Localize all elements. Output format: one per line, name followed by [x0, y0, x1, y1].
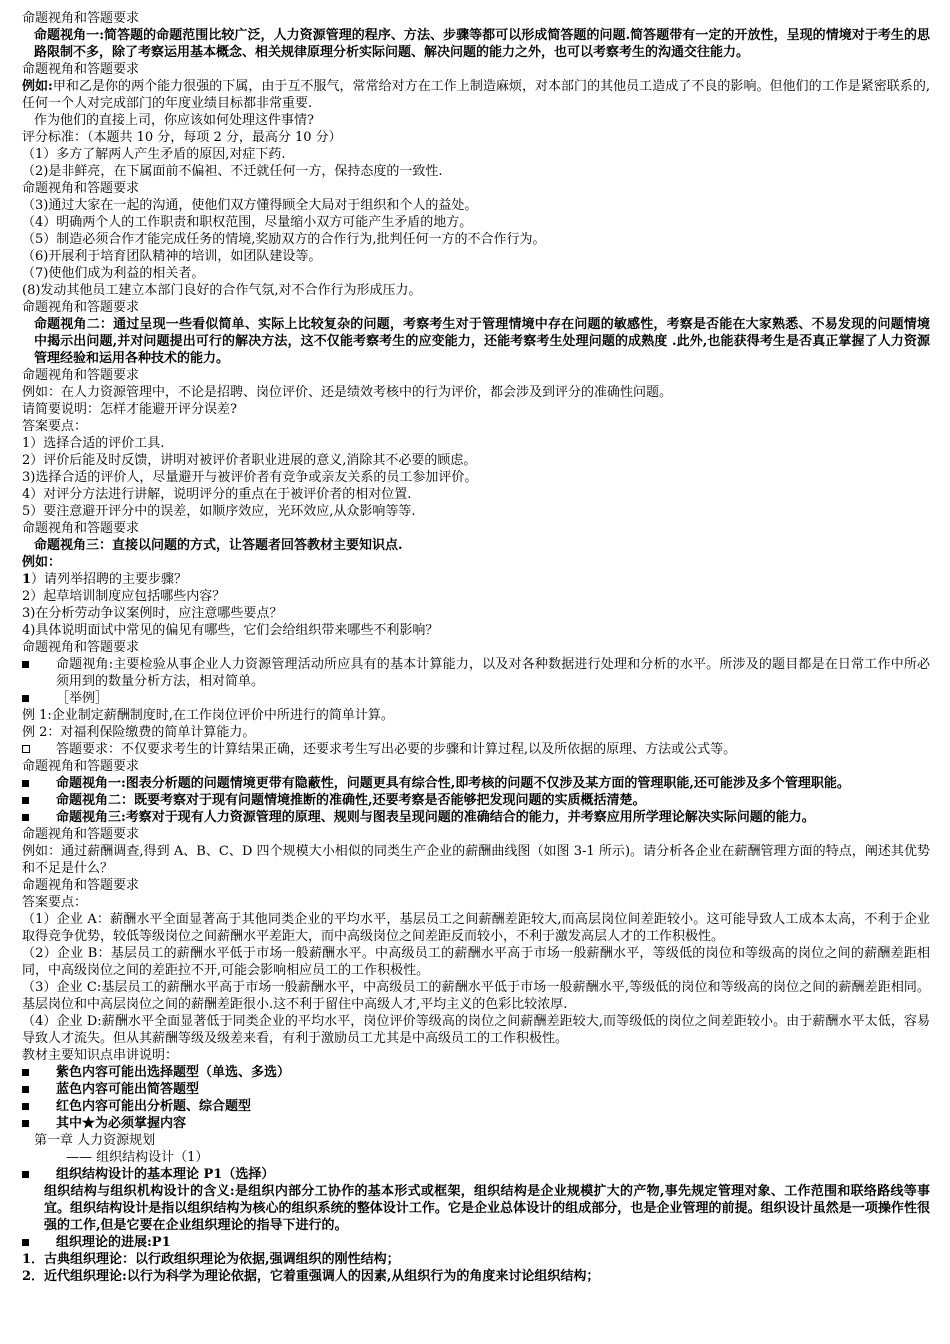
text-line	[22, 911, 930, 945]
line-lead: 1	[22, 572, 32, 587]
text-line	[22, 724, 930, 741]
text-line	[22, 384, 930, 401]
text-line	[22, 418, 930, 435]
line-text: 例如：在人力资源管理中，不论是招聘、岗位评价、还是绩效考核中的行为评价，都会涉及到评分的准确性问题。	[22, 385, 673, 400]
text-line	[22, 231, 930, 248]
text-line	[22, 163, 930, 180]
line-lead: 例如:	[22, 79, 53, 94]
line-text: 命题视角一:简答题的命题范围比较广泛，人力资源管理的程序、方法、步骤等都可以形成简答题的问题.简答题带有一定的开放性，呈现的情境对于考生的思路限制不多，除了考察运用基本概念、相关规律原理分析实际问题、解决问题的能力之外，也可以考察考生的沟通交往能力。	[34, 28, 930, 60]
line-text: 组织结构设计的基本理论 P1（选择）	[56, 1167, 275, 1182]
text-line	[22, 1251, 930, 1268]
square-bullet-icon	[22, 690, 36, 707]
text-line	[22, 1149, 930, 1166]
square-bullet-icon	[22, 656, 36, 673]
line-text: （7)使他们成为利益的相关者。	[22, 266, 205, 281]
line-text: 1．古典组织理论：以行政组织理论为依据,强调组织的刚性结构；	[22, 1252, 400, 1267]
line-text: 命题视角和答题要求	[22, 640, 140, 655]
text-line	[22, 27, 930, 61]
line-text: 命题视角二：既要考察对于现有问题情境推断的准确性,还要考察是否能够把发现问题的实质概括清楚。	[56, 793, 646, 808]
line-text: （1）多方了解两人产生矛盾的原因,对症下药.	[22, 147, 286, 162]
line-text: 3)在分析劳动争议案例时，应注意哪些要点？	[22, 606, 283, 621]
line-text: 答案要点：	[22, 895, 88, 910]
text-line	[22, 265, 930, 282]
line-text: （5）制造必须合作才能完成任务的情境,奖励双方的合作行为,批判任何一方的不合作行为。	[22, 232, 546, 247]
square-bullet-icon	[22, 1115, 36, 1132]
text-line	[22, 843, 930, 877]
text-line	[22, 452, 930, 469]
line-text: 教材主要知识点串讲说明：	[22, 1048, 179, 1063]
line-text: 命题视角和答题要求	[22, 759, 140, 774]
square-bullet-icon	[22, 1098, 36, 1115]
line-text: 命题视角和答题要求	[22, 300, 140, 315]
line-text: —— 组织结构设计（1）	[66, 1150, 209, 1165]
line-text: （3)通过大家在一起的沟通，使他们双方懂得顾全大局对于组织和个人的益处。	[22, 198, 478, 213]
text-line	[22, 129, 930, 146]
text-line	[22, 588, 930, 605]
line-text: 红色内容可能出分析题、综合题型	[56, 1099, 252, 1114]
text-line	[22, 367, 930, 384]
line-text: 甲和乙是你的两个能力很强的下属，由于互不服气，常常给对方在工作上制造麻烦，对本部门的其他员工造成了不良的影响。但他们的工作是紧密联系的,任何一个人对完成部门的年度业绩目标都非常重要.	[22, 79, 930, 111]
text-line	[22, 1268, 930, 1285]
text-line	[22, 1081, 930, 1098]
line-text: （2)是非鲜亮，在下属面前不偏袒、不迁就任何一方，保持态度的一致性.	[22, 164, 443, 179]
line-text: 2）起草培训制度应包括哪些内容？	[22, 589, 226, 604]
line-text: 命题视角和答题要求	[22, 827, 140, 842]
line-text: 请简要说明：怎样才能避开评分误差?	[22, 402, 237, 417]
line-text: 例 2：对福利保险缴费的简单计算能力。	[22, 725, 256, 740]
text-line	[22, 1234, 930, 1251]
line-text: 命题视角三：直接以问题的方式，让答题者回答教材主要知识点.	[34, 538, 403, 553]
text-line	[22, 622, 930, 639]
line-text: 命题视角和答题要求	[22, 11, 140, 26]
text-line	[22, 758, 930, 775]
line-text: 命题视角和答题要求	[22, 878, 140, 893]
line-text: 作为他们的直接上司，你应该如何处理这件事情?	[34, 113, 314, 128]
text-line	[22, 656, 930, 690]
line-text: 5）要注意避开评分中的误差，如顺序效应，光环效应,从众影响等等.	[22, 504, 416, 519]
text-line	[22, 792, 930, 809]
line-text: 2）评价后能及时反馈，讲明对被评价者职业进展的意义,消除其不必要的顾虑。	[22, 453, 477, 468]
line-text: （6)开展利于培育团队精神的培训，如团队建设等。	[22, 249, 322, 264]
line-text: 例如：通过薪酬调查,得到 A、B、C、D 四个规模大小相似的同类生产企业的薪酬曲线图（如图 3-1 所示)。请分析各企业在薪酬管理方面的特点，阐述其优势和不足是什么？	[22, 844, 930, 876]
line-text: （3）企业 C:基层员工的薪酬水平高于市场一般薪酬水平，中高级员工的薪酬水平低于市场一般薪酬水平,等级低的岗位和等级高的岗位之间的薪酬差距相同。基层岗位和中高层岗位之间的薪酬差距很小.这不利于留住中高级人才,平均主义的色彩比较浓厚.	[22, 980, 930, 1012]
text-line	[22, 503, 930, 520]
text-line	[22, 690, 930, 707]
text-line	[22, 1166, 930, 1183]
square-bullet-icon	[22, 1064, 36, 1081]
text-line	[22, 486, 930, 503]
square-bullet-icon	[22, 1081, 36, 1098]
line-text: 命题视角二：通过呈现一些看似简单、实际上比较复杂的问题，考察考生对于管理情境中存在问题的敏感性，考察是否能在大家熟悉、不易发现的问题情境中揭示出问题,并对问题提出可行的解决方法，这不仅能考察考生的应变能力，还能考察考生处理问题的成熟度 .此外,也能获得考生是否真正掌握了人力资源管理经验和运用各种技术的能力。	[34, 317, 930, 366]
text-line	[22, 146, 930, 163]
text-line	[22, 979, 930, 1013]
text-line	[22, 775, 930, 792]
text-line	[22, 877, 930, 894]
hollow-square-bullet-icon	[22, 741, 36, 758]
line-text: 例 1:企业制定薪酬制度时,在工作岗位评价中所进行的简单计算。	[22, 708, 394, 723]
text-line	[22, 520, 930, 537]
text-line	[22, 401, 930, 418]
text-line	[22, 571, 930, 588]
text-line	[22, 61, 930, 78]
square-bullet-icon	[22, 809, 36, 826]
line-text: 命题视角和答题要求	[22, 521, 140, 536]
line-text: 其中★为必须掌握内容	[56, 1116, 187, 1131]
text-line	[22, 248, 930, 265]
text-line	[22, 894, 930, 911]
text-line	[22, 1115, 930, 1132]
text-line	[22, 537, 930, 554]
text-line	[22, 469, 930, 486]
line-text: 命题视角三:考察对于现有人力资源管理的原理、规则与图表呈现问题的准确结合的能力，并考察应用所学理论解决实际问题的能力。	[56, 810, 815, 825]
text-line	[22, 639, 930, 656]
text-line	[22, 1098, 930, 1115]
line-text: 评分标准：（本题共 10 分，每项 2 分，最高分 10 分）	[22, 130, 342, 145]
line-text: 4）对评分方法进行讲解，说明评分的重点在于被评价者的相对位置.	[22, 487, 412, 502]
line-text: 蓝色内容可能出简答题型	[56, 1082, 200, 1097]
text-line	[22, 180, 930, 197]
text-line	[22, 197, 930, 214]
text-line	[22, 809, 930, 826]
line-text: （2）企业 B：基层员工的薪酬水平低于市场一般薪酬水平。中高级员工的薪酬水平高于市场一般薪酬水平，等级低的岗位和等级高的岗位之间的薪酬差距相同，中高级岗位之间的差距拉不开,可能会影响相应员工的工作积极性。	[22, 946, 930, 978]
line-text: 命题视角和答题要求	[22, 368, 140, 383]
text-line	[22, 741, 930, 758]
line-text: （4）明确两个人的工作职责和职权范围，尽量缩小双方可能产生矛盾的地方。	[22, 215, 473, 230]
square-bullet-icon	[22, 1166, 36, 1183]
text-line	[22, 214, 930, 231]
text-line	[22, 10, 930, 27]
line-text: 组织结构与组织机构设计的含义:是组织内部分工协作的基本形式或框架，组织结构是企业规模扩大的产物,事先规定管理对象、工作范围和联络路线等事宜。组织结构设计是指以组织结构为核心的组织系统的整体设计工作。它是企业总体设计的组成部分，也是企业管理的前提。组织设计虽然是一项操作性很强的工作,但是它要在企业组织理论的指导下进行的。	[44, 1184, 930, 1233]
text-line	[22, 112, 930, 129]
text-line	[22, 554, 930, 571]
line-text: 紫色内容可能出选择题型（单选、多选）	[56, 1065, 291, 1080]
text-line	[22, 1047, 930, 1064]
line-text: 命题视角和答题要求	[22, 181, 140, 196]
line-text: 例如：	[22, 555, 62, 570]
text-line	[22, 1064, 930, 1081]
line-text: 命题视角一:图表分析题的问题情境更带有隐蔽性，问题更具有综合性,即考核的问题不仅涉及某方面的管理职能,还可能涉及多个管理职能。	[56, 776, 850, 791]
line-text: 1）选择合适的评价工具.	[22, 436, 165, 451]
text-line	[22, 316, 930, 367]
square-bullet-icon	[22, 792, 36, 809]
text-line	[22, 826, 930, 843]
line-text: 答案要点：	[22, 419, 88, 434]
line-text: (8)发动其他员工建立本部门良好的合作气氛,对不合作行为形成压力。	[22, 283, 422, 298]
line-text: ）请列举招聘的主要步骤？	[31, 572, 188, 587]
square-bullet-icon	[22, 775, 36, 792]
line-text: 2．近代组织理论:以行为科学为理论依据，它着重强调人的因素,从组织行为的角度来讨论组织结构；	[22, 1269, 600, 1284]
text-line	[22, 282, 930, 299]
text-line	[22, 435, 930, 452]
text-line	[22, 1183, 930, 1234]
text-line	[22, 605, 930, 622]
line-text: （1）企业 A：薪酬水平全面显著高于其他同类企业的平均水平，基层员工之间薪酬差距较大,而高层岗位间差距较小。这可能导致人工成本太高，不利于企业取得竞争优势，较低等级岗位之间薪酬水平差距大，而中高级岗位之间差距反而较小，不利于激发高层人才的工作积极性。	[22, 912, 930, 944]
square-bullet-icon	[22, 1234, 36, 1251]
text-line	[22, 299, 930, 316]
text-line	[22, 707, 930, 724]
text-line	[22, 1013, 930, 1047]
line-text: 4)具体说明面试中常见的偏见有哪些，它们会给组织带来哪些不利影响？	[22, 623, 439, 638]
line-text: 命题视角和答题要求	[22, 62, 140, 77]
text-line	[22, 1132, 930, 1149]
text-line	[22, 945, 930, 979]
line-text: 组织理论的进展:P1	[56, 1235, 171, 1250]
text-line	[22, 78, 930, 112]
line-text: 第一章 人力资源规划	[34, 1133, 156, 1148]
line-text: 答题要求：不仅要求考生的计算结果正确，还要求考生写出必要的步骤和计算过程,以及所依据的原理、方法或公式等。	[56, 742, 737, 757]
line-text: 3)选择合适的评价人，尽量避开与被评价者有竞争或亲友关系的员工参加评价。	[22, 470, 478, 485]
line-text: （4）企业 D:薪酬水平全面显著低于同类企业的平均水平，岗位评价等级高的岗位之间薪酬差距较大,而等级低的岗位之间差距较小。由于薪酬水平太低，容易导致人才流失。但从其薪酬等级及级差来看，有利于激励员工尤其是中高级员工的工作积极性。	[22, 1014, 930, 1046]
line-text: 命题视角:主要检验从事企业人力资源管理活动所应具有的基本计算能力，以及对各种数据进行处理和分析的水平。所涉及的题目都是在日常工作中所必须用到的数量分析方法，相对简单。	[56, 657, 930, 689]
line-text: ［举例］	[56, 691, 109, 706]
